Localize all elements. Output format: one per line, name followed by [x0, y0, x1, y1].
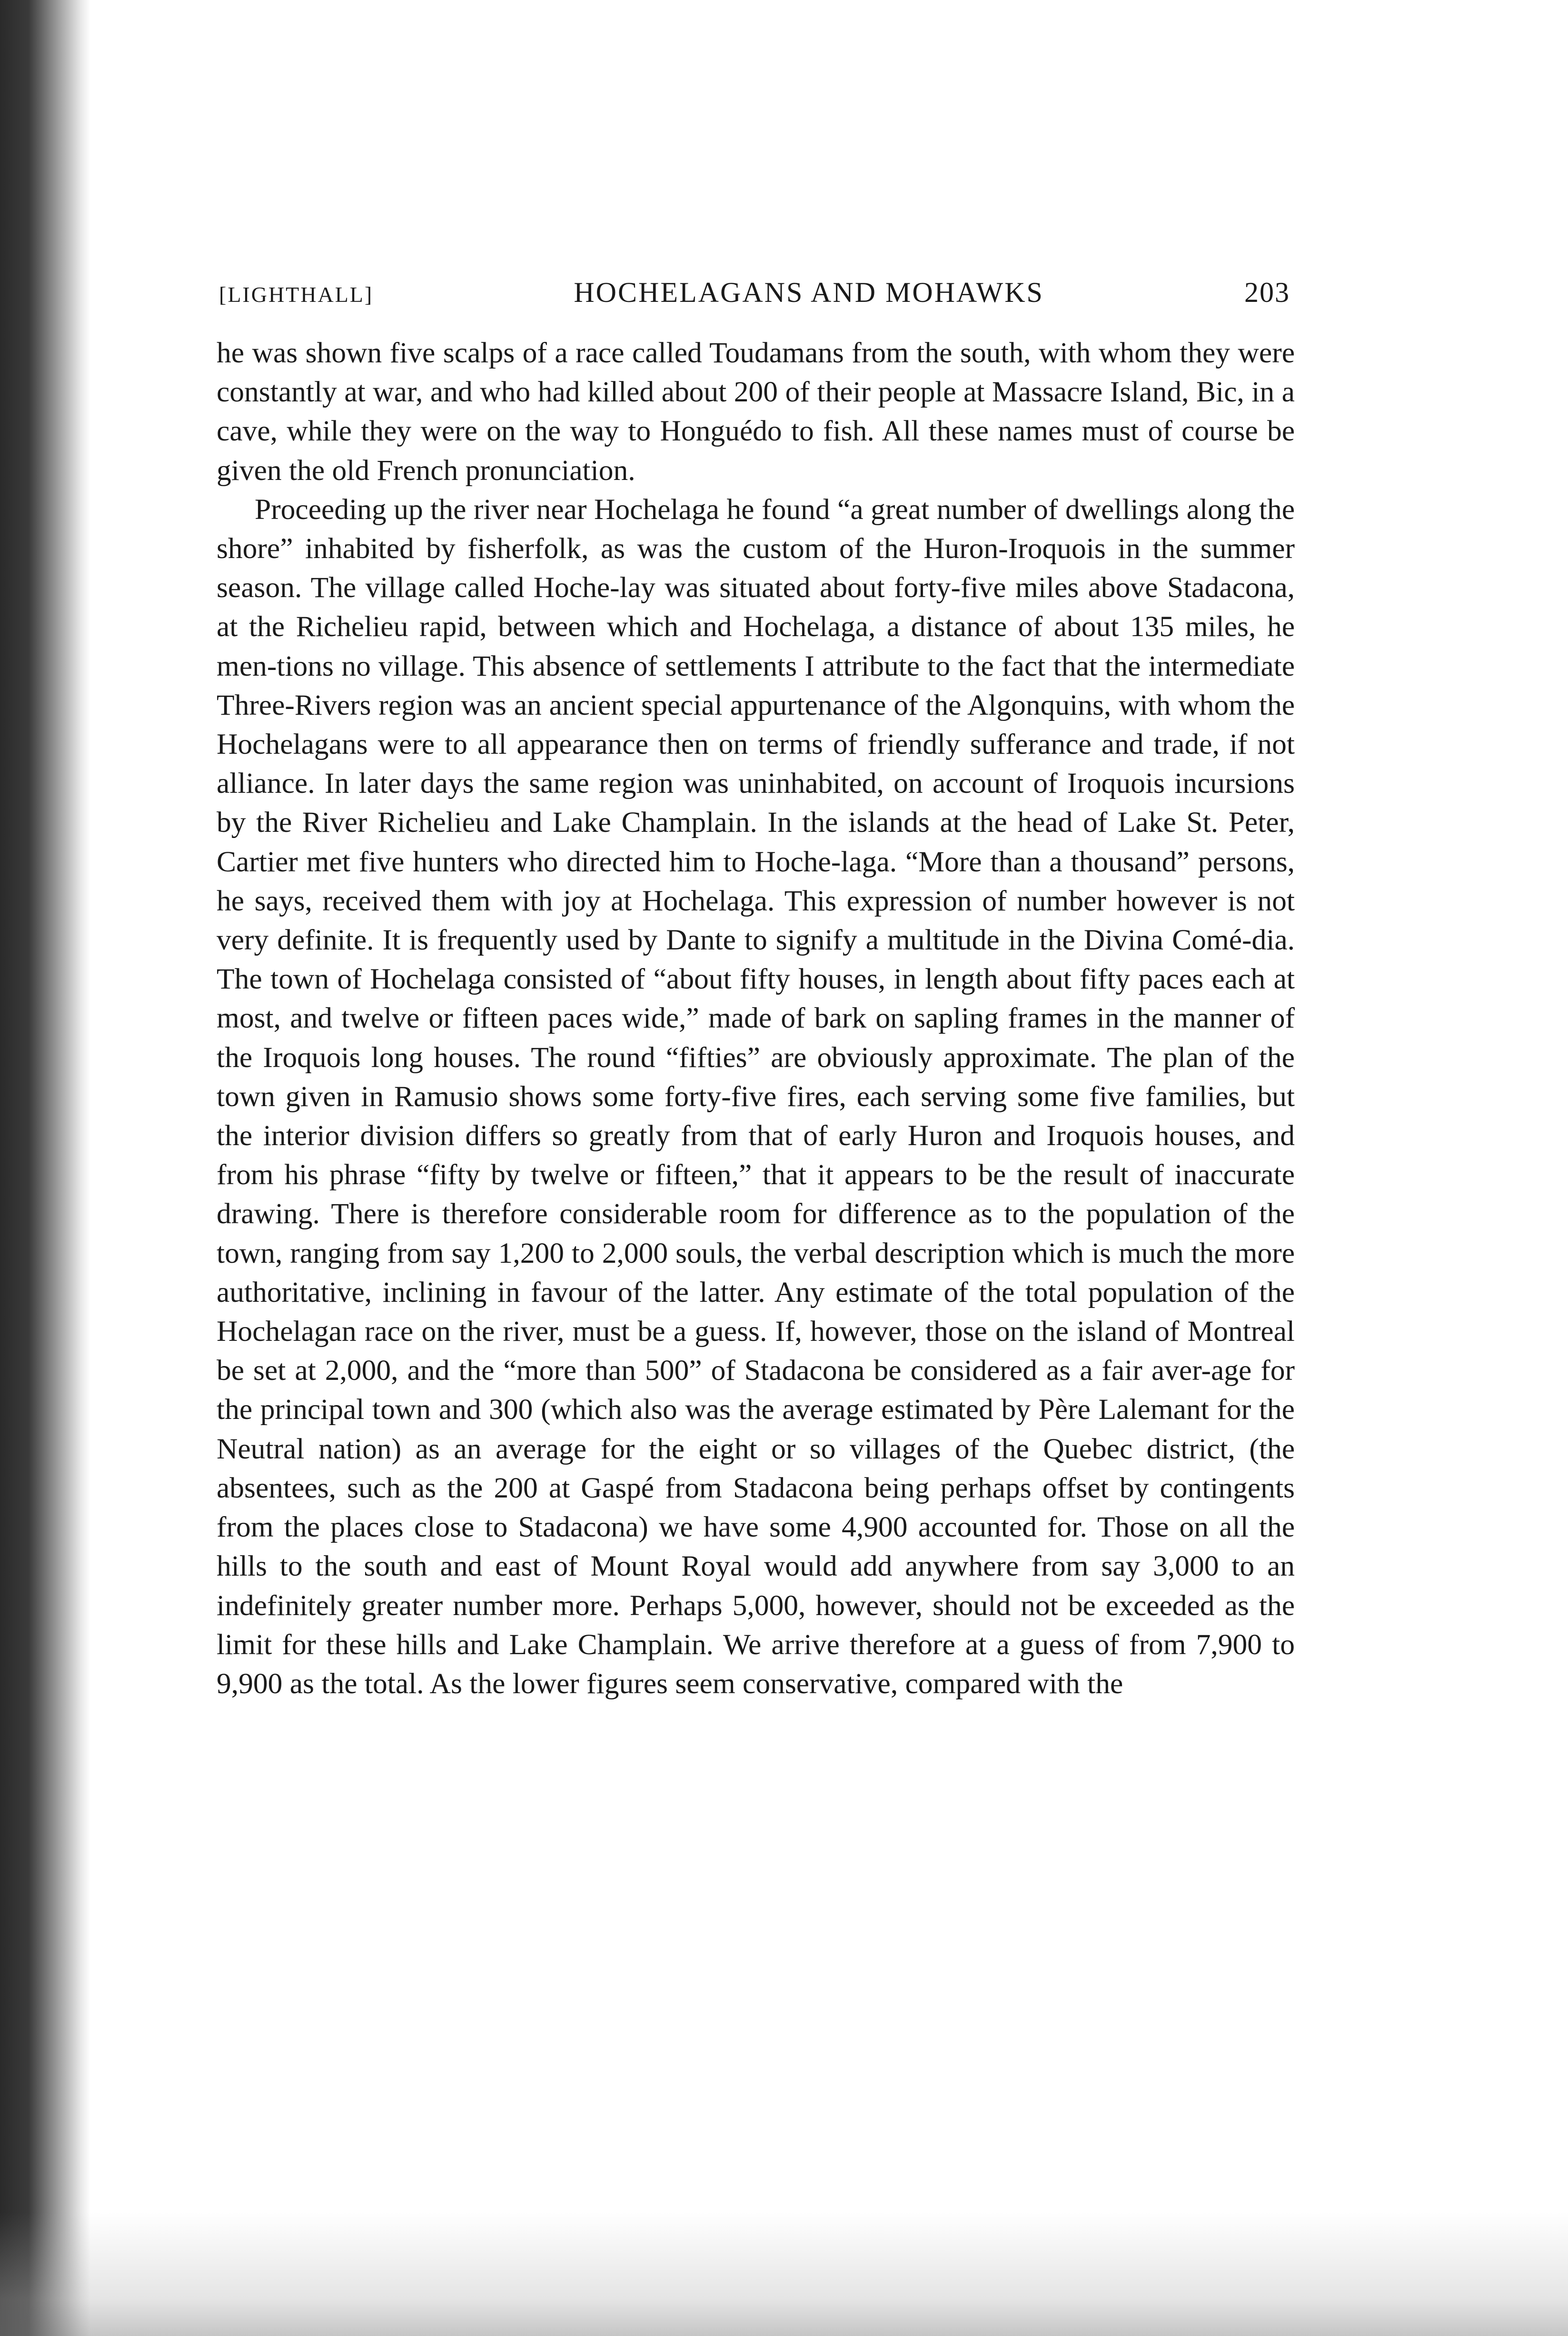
- text-line: of Lake St. Peter, Cartier met five hunters who directed him to Hoche-: [217, 806, 1295, 878]
- text-line: rapid, between which and Hochelaga, a distance of about 135 miles, he men-: [217, 610, 1295, 682]
- text-line: of the Algonquins, with whom the Hochelagans were to all appearance: [217, 689, 1295, 761]
- text-line: all the hills to the south and east of Mount Royal would add anywhere: [217, 1511, 1295, 1583]
- text-line: from say 3,000 to an indefinitely greater number more. Perhaps 5,000,: [217, 1550, 1295, 1622]
- text-line: 2,000, and the “more than 500” of Stadacona be considered as a fair aver-: [325, 1354, 1211, 1387]
- scan-noise: [0, 2212, 1568, 2336]
- text-line: by the River Richelieu and Lake Champlain. In the islands at the head: [217, 806, 1083, 839]
- text-line: he was shown five scalps of a race called Toudamans from the south, with: [217, 337, 1099, 369]
- text-line: tions no village. This absence of settlements I attribute to the fact that: [277, 649, 1105, 682]
- text-line: given in Ramusio shows some forty-five fires, each serving some five: [285, 1080, 1146, 1113]
- text-line: of dwellings along the shore” inhabited by fisherfolk, as was the custom: [217, 493, 1295, 565]
- text-line: Gaspé from Stadacona being perhaps offset by contingents from the: [217, 1471, 1295, 1544]
- text-line: their people at Massacre Island, Bic, in a cave, while they were on the: [217, 376, 1295, 448]
- text-line: by Père Lalemant for the Neutral nation) as an average for the eight or: [217, 1393, 1295, 1465]
- text-line: however, should not be exceeded as the limit for these hills and Lake: [217, 1589, 1295, 1661]
- text-line: Proceeding up the river near Hochelaga he found “a great number: [255, 493, 1034, 526]
- text-line: the intermediate Three-Rivers region was an ancient special appurtenance: [217, 649, 1295, 721]
- body-text: [217, 333, 1295, 1703]
- text-line: therefore considerable room for difference as to the population of the town,: [217, 1198, 1295, 1269]
- text-line: age for the principal town and 300 (which also was the average estimated: [217, 1354, 1295, 1426]
- text-line: It is frequently used by Dante to signify a multitude in the Divina Comé-: [382, 924, 1252, 957]
- text-line: families, but the interior division differs so greatly from that of early: [217, 1080, 1295, 1152]
- text-line: old French pronunciation.: [332, 454, 635, 487]
- text-line: so villages of the Quebec district, (the absentees, such as the 200 at: [217, 1432, 1295, 1504]
- text-line: laga. “More than a thousand” persons, he says, received them with joy: [217, 845, 1295, 917]
- text-line: much the more authoritative, inclining in favour of the latter. Any: [217, 1237, 1295, 1308]
- text-line: of the Huron-Iroquois in the summer season. The village called Hoche-: [217, 532, 1295, 604]
- text-line: way to Honguédo to fish. All these names must of course be given the: [217, 415, 1295, 487]
- page-number: 203: [1244, 277, 1290, 308]
- text-line: fifteen,” that it appears to be the result of inaccurate drawing. There is: [217, 1158, 1295, 1230]
- text-line: then on terms of friendly sufferance and trade, if not alliance. In later: [217, 728, 1295, 800]
- running-header-author: [LIGHTHALL]: [219, 282, 374, 307]
- text-line: dia. The town of Hochelaga consisted of “about fifty houses, in length: [217, 924, 1295, 996]
- text-line: the total. As the lower figures seem conservative, compared with the: [321, 1667, 1123, 1700]
- running-header: [219, 276, 1290, 319]
- text-line: places close to Stadacona) we have some 4,900 accounted for. Those on: [330, 1511, 1220, 1544]
- paragraph: [217, 490, 1295, 1703]
- page-binding-edge: [0, 0, 90, 2336]
- text-line: days the same region was uninhabited, on account of Iroquois incursions: [420, 767, 1295, 800]
- paragraph: [217, 333, 1295, 490]
- text-line: Champlain. We arrive therefore at a guess of from 7,900 to 9,900 as: [217, 1628, 1295, 1700]
- text-line: lay was situated about forty-five miles above Stadacona, at the Richelieu: [217, 571, 1295, 643]
- running-header-title: HOCHELAGANS AND MOHAWKS: [574, 277, 1044, 308]
- text-line: ranging from say 1,200 to 2,000 souls, the verbal description which is: [290, 1237, 1119, 1269]
- text-line: The round “fifties” are obviously approximate. The plan of the town: [217, 1041, 1295, 1113]
- text-line: at Hochelaga. This expression of number however is not very definite.: [217, 884, 1295, 957]
- text-line: of bark on sapling frames in the manner of the Iroquois long houses.: [217, 1002, 1295, 1074]
- text-line: estimate of the total population of the Hochelagan race on the river,: [217, 1276, 1295, 1348]
- text-line: about fifty paces each at most, and twelve or fifteen paces wide,” made: [217, 963, 1295, 1035]
- text-line: must be a guess. If, however, those on the island of Montreal be set at: [217, 1315, 1295, 1387]
- text-line: Huron and Iroquois houses, and from his phrase “fifty by twelve or: [217, 1119, 1295, 1191]
- text-line: whom they were constantly at war, and who had killed about 200 of: [217, 337, 1295, 409]
